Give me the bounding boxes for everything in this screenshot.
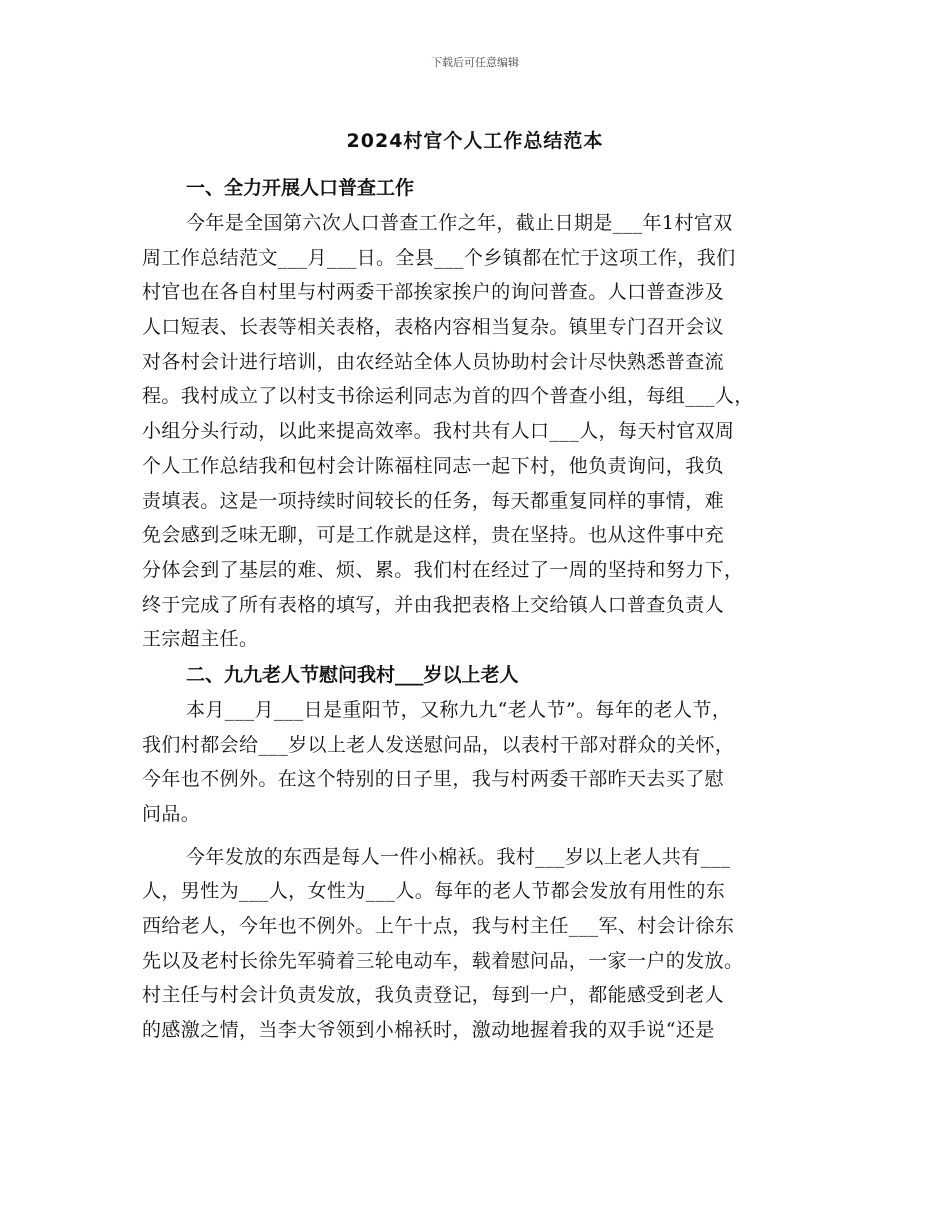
text-line: 今年是全国第六次人口普查工作之年，截止日期是___年1村官双 xyxy=(186,212,733,234)
text-line: 先以及老村长徐先军骑着三轮电动车，载着慰问品，一家一户的发放。 xyxy=(142,949,744,972)
text-line: 分体会到了基层的难、烦、累。我们村在经过了一周的坚持和努力下， xyxy=(142,558,744,581)
text-line: 小组分头行动，以此来提高效率。我村共有人口___人，每天村官双周 xyxy=(142,420,735,443)
section-2-paragraph-2 xyxy=(142,840,827,1048)
section-2-paragraph-1 xyxy=(142,693,827,832)
text-line: 今年发放的东西是每人一件小棉袄。我村___岁以上老人共有___ xyxy=(186,845,731,868)
text-line: 王宗超主任。 xyxy=(142,628,259,651)
text-line: 的感激之情，当李大爷领到小棉袄时，激动地握着我的双手说“还是 xyxy=(142,1019,715,1042)
text-line: 我们村都会给___岁以上老人发送慰问品，以表村干部对群众的关怀， xyxy=(142,733,735,756)
page-header-note: 下载后可任意编辑 xyxy=(431,56,519,69)
text-line: 西给老人，今年也不例外。上午十点，我与村主任___军、村会计徐东 xyxy=(142,915,735,938)
text-line: 今年也不例外。在这个特别的日子里，我与村两委干部昨天去买了慰 xyxy=(142,768,725,791)
text-line: 程。我村成立了以村支书徐运利同志为首的四个普查小组，每组___人， xyxy=(142,385,754,408)
document-title: 2024村官个人工作总结范本 xyxy=(346,130,604,152)
text-line: 村主任与村会计负责发放，我负责登记，每到一户，都能感受到老人 xyxy=(142,984,725,1007)
text-line: 周工作总结范文___月___日。全县___个乡镇都在忙于这项工作，我们 xyxy=(142,246,736,269)
section-1-heading: 一、全力开展人口普查工作 xyxy=(186,177,415,199)
text-line: 问品。 xyxy=(142,803,201,825)
text-line: 人，男性为___人，女性为___人。每年的老人节都会发放有用性的东 xyxy=(142,880,726,903)
document-body xyxy=(142,170,827,1048)
text-line: 人口短表、长表等相关表格，表格内容相当复杂。镇里专门召开会议 xyxy=(142,316,725,339)
text-line: 个人工作总结我和包村会计陈福柱同志一起下村，他负责询问，我负 xyxy=(142,454,725,477)
text-line: 免会感到乏味无聊，可是工作就是这样，贵在坚持。也从这件事中充 xyxy=(142,524,725,547)
section-2-heading: 二、九九老人节慰问我村___岁以上老人 xyxy=(186,663,519,686)
text-line: 责填表。这是一项持续时间较长的任务，每天都重复同样的事情，难 xyxy=(142,489,725,512)
section-1-paragraph xyxy=(142,206,827,657)
text-line: 本月___月___日是重阳节，又称九九“老人节”。每年的老人节， xyxy=(186,698,732,721)
text-line: 终于完成了所有表格的填写，并由我把表格上交给镇人口普查负责人 xyxy=(142,593,725,616)
text-line: 对各村会计进行培训，由农经站全体人员协助村会计尽快熟悉普查流 xyxy=(142,350,725,373)
text-line: 村官也在各自村里与村两委干部挨家挨户的询问普查。人口普查涉及 xyxy=(142,281,725,304)
